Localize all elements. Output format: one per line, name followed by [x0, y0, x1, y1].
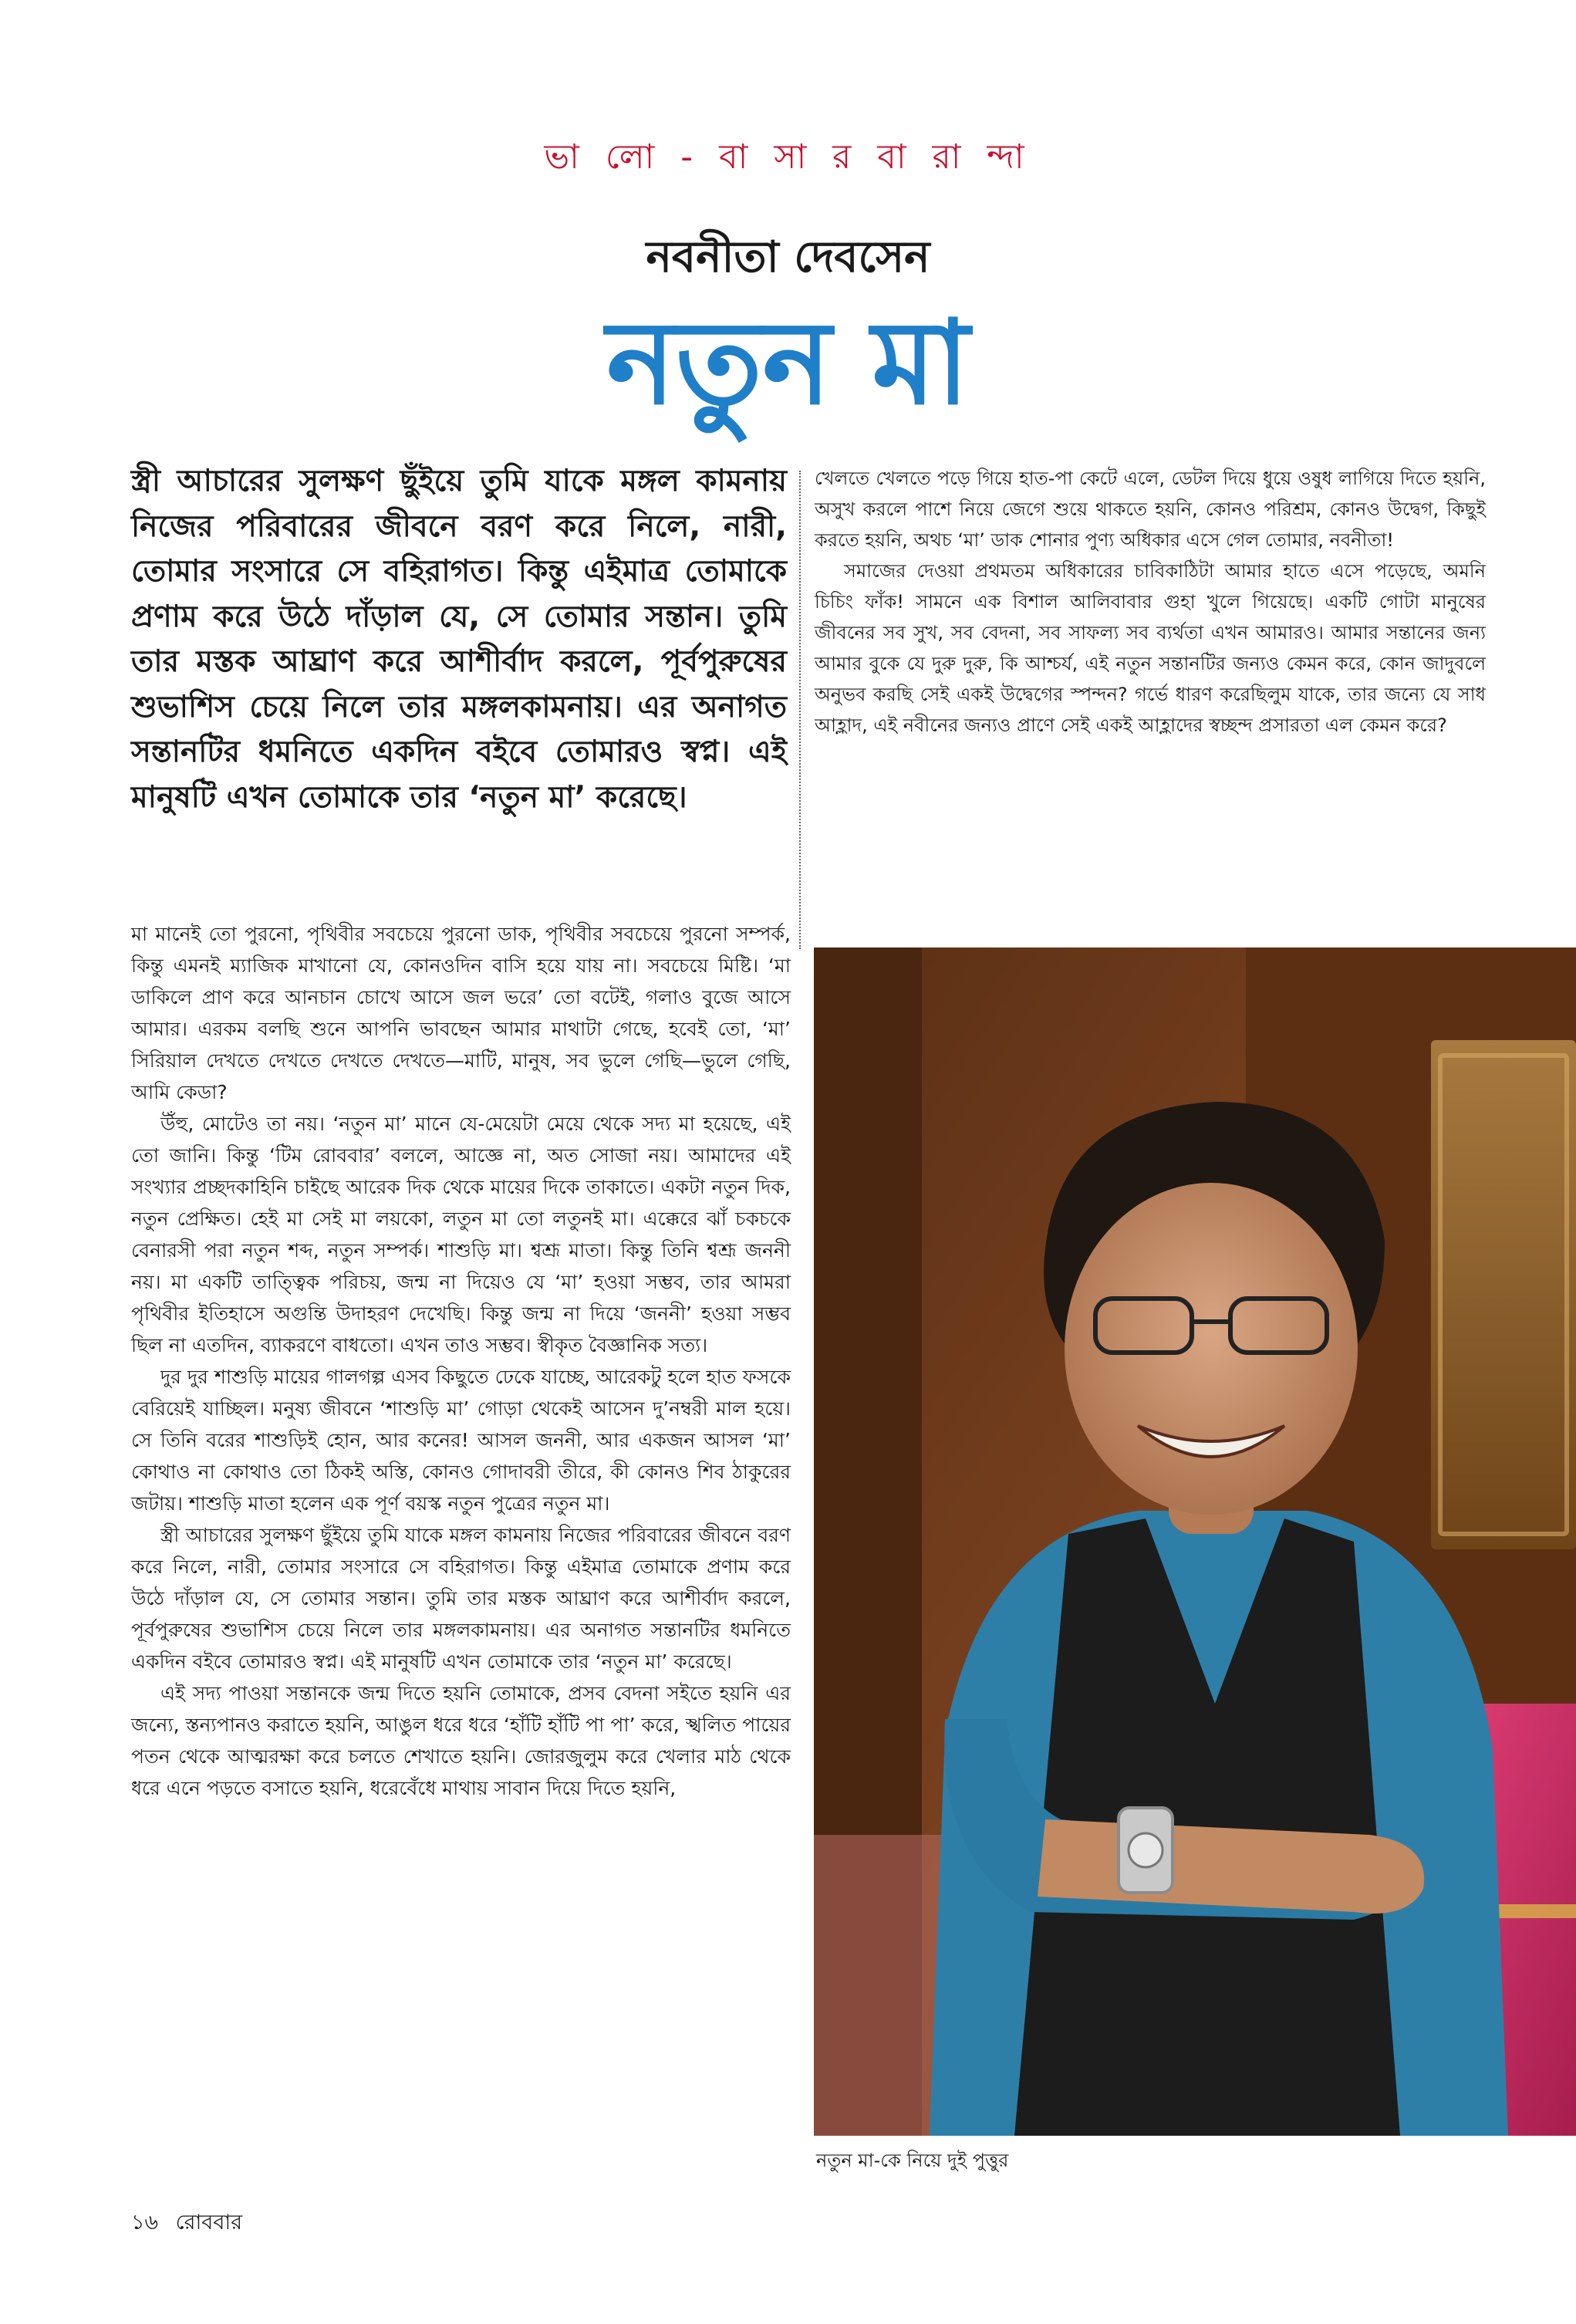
- right-paragraph: সমাজের দেওয়া প্রথমতম অধিকারের চাবিকাঠিটা আমার হাতে এসে পড়েছে, অমনি চিচিং ফাঁক! সামনে এক বিশাল আলিবাবার গুহা খুলে গিয়েছে। একটি গোটা মানুষের জীবনের সব সুখ, সব বেদনা, সব সাফল্য সব ব্যর্থতা এখন আমারও। আমার সন্তানের জন্য আমার বুকে যে দুরু দুরু, কি আশ্চর্য, এই নতুন সন্তানটির জন্যও কেমন করে, কোন জাদুবলে অনুভব করছি সেই একই উদ্বেগের স্পন্দন? গর্ভে ধারণ করেছিলুম যাকে, তার জন্যে যে সাধ আহ্লাদ, এই নবীনের জন্যও প্রাণে সেই একই আহ্লাদের স্বচ্ছন্দ প্রসারতা এল কেমন করে?: [815, 560, 1486, 736]
- intro-paragraph: স্ত্রী আচারের সুলক্ষণ ছুঁইয়ে তুমি যাকে মঙ্গল কামনায় নিজের পরিবারের জীবনে বরণ করে নিলে, নারী, তোমার সংসারে সে বহিরাগত। কিন্তু এইমাত্র তোমাকে প্রণাম করে উঠে দাঁড়াল যে, সে তোমার সন্তান। তুমি তার মস্তক আঘ্রাণ করে আশীর্বাদ করলে, পূর্বপুরুষের শুভাশিস চেয়ে নিলে তার মঙ্গলকামনায়। এর অনাগত সন্তানটির ধমনিতে একদিন বইবে তোমারও স্বপ্ন। এই মানুষটি এখন তোমাকে তার ‘নতুন মা’ করেছে।: [131, 464, 787, 815]
- photo-caption: নতুন মা-কে নিয়ে দুই পুত্তুর: [816, 2150, 1009, 2171]
- body-paragraph: উঁহু, মোটেও তা নয়। ‘নতুন মা’ মানে যে-মেয়েটা মেয়ে থেকে সদ্য মা হয়েছে, এই তো জানি। কিন্তু ‘টিম রোববার’ বললে, আজ্ঞে না, অত সোজা নয়। আমাদের এই সংখ্যার প্রচ্ছদকাহিনি চাইছে আরেক দিক থেকে মায়ের দিকে তাকাতে। একটা নতুন দিক, নতুন প্রেক্ষিত। হেই মা সেই মা লয়কো, লতুন মা তো লতুনই মা। এক্কেরে ঝাঁ চকচকে বেনারসী পরা নতুন শব্দ, নতুন সম্পর্ক। শাশুড়ি মা। শ্বশ্রূ মাতা। কিন্তু তিনি শ্বশ্রূ জননী নয়। মা একটি তাত্ত্বিক পরিচয়, জন্ম না দিয়েও যে ‘মা’ হওয়া সম্ভব, তার আমরা পৃথিবীর ইতিহাসে অগুন্তি উদাহরণ দেখেছি। কিন্তু জন্ম না দিয়ে ‘জননী’ হওয়া সম্ভব ছিল না এতদিন, ব্যাকরণে বাধতো। এখন তাও সম্ভব। স্বীকৃত বৈজ্ঞানিক সত্য।: [131, 1113, 791, 1356]
- body-paragraph: দুর দুর শাশুড়ি মায়ের গালগল্প এসব কিছুতে ঢেকে যাচ্ছে, আরেকটু হলে হাত ফসকে বেরিয়েই যাচ্ছিল। মনুষ্য জীবনে ‘শাশুড়ি মা’ গোড়া থেকেই আসেন দু’নম্বরী মাল হয়ে। সে তিনি বরের শাশুড়িই হোন, আর কনের! আসল জননী, আর একজন আসল ‘মা’ কোথাও না কোথাও তো ঠিকই অস্তি, কোনও গোদাবরী তীরে, কী কোনও শিব ঠাকুরের জটায়। শাশুড়ি মাতা হলেন এক পূর্ণ বয়স্ক নতুন পুত্রের নতুন মা।: [131, 1366, 791, 1515]
- article-photo: [814, 948, 1576, 2136]
- body-paragraph: স্ত্রী আচারের সুলক্ষণ ছুঁইয়ে তুমি যাকে মঙ্গল কামনায় নিজের পরিবারের জীবনে বরণ করে নিলে, নারী, তোমার সংসারে সে বহিরাগত। কিন্তু এইমাত্র তোমাকে প্রণাম করে উঠে দাঁড়াল যে, সে তোমার সন্তান। তুমি তার মস্তক আঘ্রাণ করে আশীর্বাদ করলে, পূর্বপুরুষের শুভাশিস চেয়ে নিলে তার মঙ্গলকামনায়। এর অনাগত সন্তানটির ধমনিতে একদিন বইবে তোমারও স্বপ্ন। এই মানুষটি এখন তোমাকে তার ‘নতুন মা’ করেছে।: [131, 1524, 791, 1673]
- right-paragraph: খেলতে খেলতে পড়ে গিয়ে হাত-পা কেটে এলে, ডেটল দিয়ে ধুয়ে ওষুধ লাগিয়ে দিতে হয়নি, অসুখ করলে পাশে নিয়ে জেগে শুয়ে থাকতে হয়নি, কোনও পরিশ্রম, কোনও উদ্বেগ, কিছুই করতে হয়নি, অথচ ‘মা’ ডাক শোনার পুণ্য অধিকার এসে গেল তোমার, নবনীতা!: [815, 468, 1486, 551]
- right-column-text: [815, 463, 1486, 741]
- body-paragraph: মা মানেই তো পুরনো, পৃথিবীর সবচেয়ে পুরনো ডাক, পৃথিবীর সবচেয়ে পুরনো সম্পর্ক, কিন্তু এমনই ম্যাজিক মাখানো যে, কোনওদিন বাসি হয়ে যায় না। সবচেয়ে মিষ্টি। ‘মা ডাকিলে প্রাণ করে আনচান চোখে আসে জল ভরে’ তো বটেই, গলাও বুজে আসে আমার। এরকম বলছি শুনে আপনি ভাবছেন আমার মাথাটা গেছে, হবেই তো, ‘মা’ সিরিয়াল দেখতে দেখতে দেখতে দেখতে—মাটি, মানুষ, সব ভুলে গেছি—ভুলে গেছি, আমি কেডা?: [131, 923, 791, 1103]
- photo-illustration: [814, 948, 1576, 2136]
- magazine-name: রোববার: [175, 2211, 243, 2234]
- body-paragraph: এই সদ্য পাওয়া সন্তানকে জন্ম দিতে হয়নি তোমাকে, প্রসব বেদনা সইতে হয়নি এর জন্যে, স্তন্যপানও করাতে হয়নি, আঙুল ধরে ধরে ‘হাঁটি হাঁটি পা পা’ করে, স্খলিত পায়ের পতন থেকে আত্মরক্ষা করে চলতে শেখাতে হয়নি। জোরজুলুম করে খেলার মাঠ থেকে ধরে এনে পড়তে বসাতে হয়নি, ধরেবেঁধে মাথায় সাবান দিয়ে দিতে হয়নি,: [131, 1682, 791, 1799]
- series-title: ভা লো - বা সা র বা রা ন্দা: [544, 137, 1032, 177]
- author-name: নবনীতা দেবসেন: [646, 232, 930, 282]
- page-footer: [131, 2207, 253, 2241]
- page-number: ১৬: [131, 2211, 159, 2234]
- column-divider: [799, 471, 801, 949]
- body-text: [131, 918, 791, 1804]
- wood-panel: [1431, 1040, 1576, 1549]
- face: [1065, 1183, 1358, 1515]
- article-headline: নতুন মা: [606, 296, 970, 431]
